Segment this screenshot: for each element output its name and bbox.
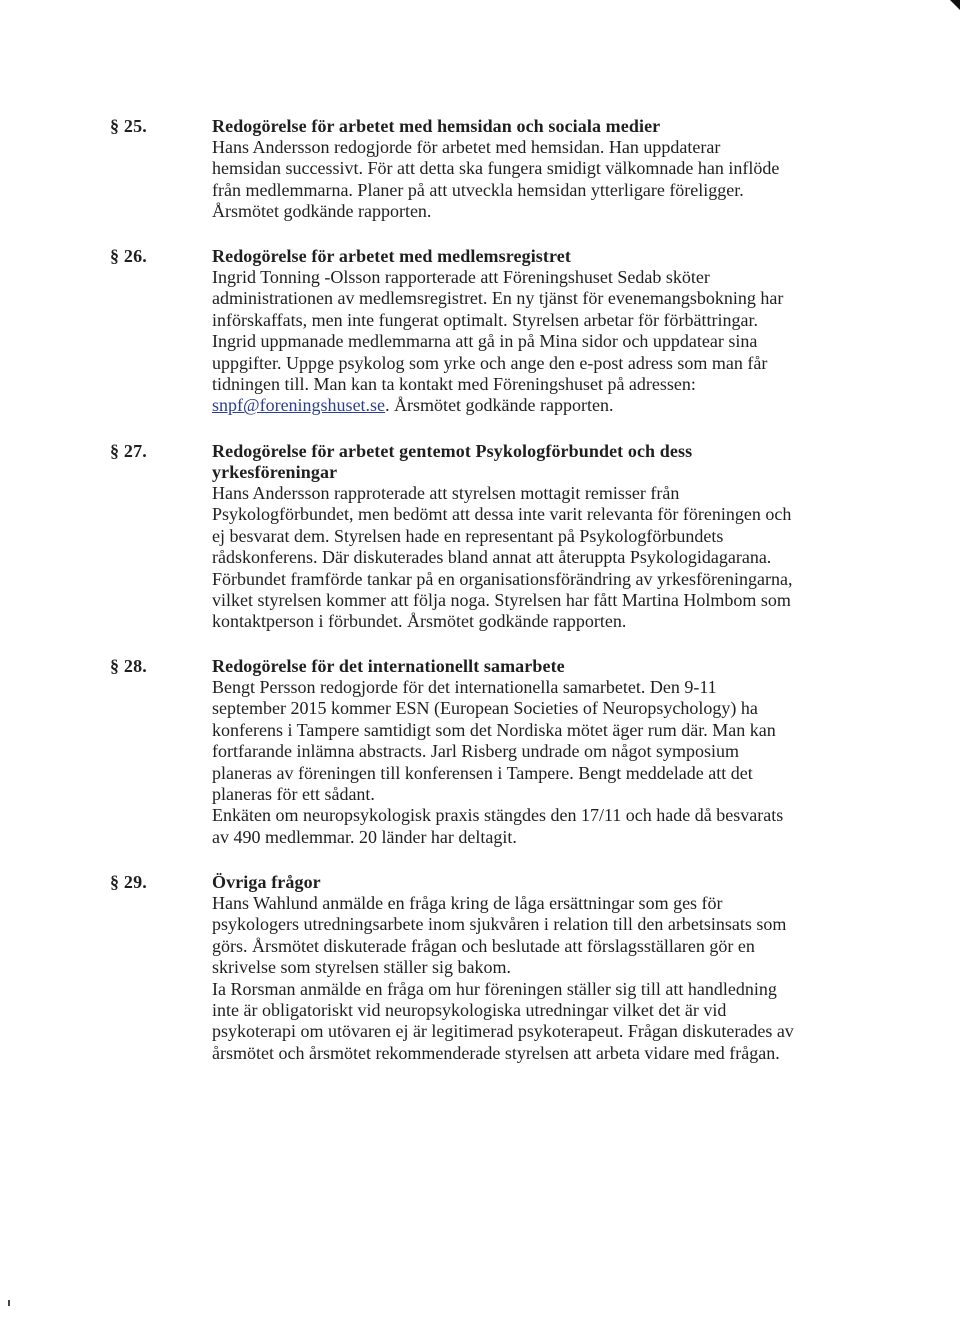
section-number: § 27. xyxy=(110,441,147,461)
body-line: hemsidan successivt. För att detta ska fungera smidigt välkomnade han inflöde xyxy=(212,158,780,179)
section-heading: Redogörelse för arbetet med hemsidan och sociala medier xyxy=(212,116,661,136)
body-line: vilket styrelsen kommer att följa noga. Styrelsen har fått Martina Holmbom som xyxy=(212,590,791,611)
section-heading: Redogörelse för arbetet gentemot Psykologförbundet och dess xyxy=(212,441,693,461)
body-line: ej besvarat dem. Styrelsen hade en representant på Psykologförbundets xyxy=(212,525,724,546)
body-line: görs. Årsmötet diskuterade frågan och beslutade att förslagsställaren gör en xyxy=(212,935,755,956)
body-line: Ingrid Tonning -Olsson rapporterade att Föreningshuset Sedab sköter xyxy=(212,267,710,287)
body-line: införskaffats, men inte fungerat optimalt. Styrelsen arbetar för förbättringar. xyxy=(212,309,758,330)
body-line: uppgifter. Uppge psykolog som yrke och ange den e-post adress som man får xyxy=(212,352,768,373)
section-heading: Redogörelse för det internationellt samarbete xyxy=(212,656,565,676)
section-heading: yrkesföreningar xyxy=(212,462,338,482)
body-line: av 490 medlemmar. 20 länder har deltagit. xyxy=(212,826,517,847)
body-line: inte är obligatoriskt vid neuropsykologiska utredningar vilket det är vid xyxy=(212,1000,727,1021)
body-line: psykoterapi om utövaren ej är legitimerad psykoterapeut. Frågan diskuterades av xyxy=(212,1021,794,1042)
section-content xyxy=(212,246,832,417)
body-line: Förbundet framförde tankar på en organisationsförändring av yrkesföreningarna, xyxy=(212,568,793,589)
body-line-tail: . Årsmötet godkände rapporten. xyxy=(385,395,614,416)
body-line: fortfarande inlämna abstracts. Jarl Risberg undrade om något symposium xyxy=(212,741,740,762)
body-line: Hans Andersson redogjorde för arbetet med hemsidan. Han uppdaterar xyxy=(212,137,721,157)
body-line: psykologers utredningsarbete inom sjukvåren i relation till den arbetsinsats som xyxy=(212,914,787,935)
body-line: tidningen till. Man kan ta kontakt med Föreningshuset på adressen: xyxy=(212,374,696,395)
scan-edge-mark xyxy=(8,1300,10,1306)
body-line: planeras av föreningen till konferensen i Tampere. Bengt meddelade att det xyxy=(212,762,753,783)
body-line xyxy=(212,395,832,416)
body-line: konferens i Tampere samtidigt som det Nordiska mötet äger rum där. Man kan xyxy=(212,719,776,740)
section-heading: Övriga frågor xyxy=(212,872,321,892)
body-line: administrationen av medlemsregistret. En ny tjänst för evenemangsbokning har xyxy=(212,288,784,309)
body-line: planeras för ett sådant. xyxy=(212,784,375,805)
body-line: årsmötet och årsmötet rekommenderade styrelsen att arbeta vidare med frågan. xyxy=(212,1042,780,1063)
body-line: Årsmötet godkände rapporten. xyxy=(212,201,432,222)
section-number: § 26. xyxy=(110,246,147,266)
section-content xyxy=(212,872,832,1064)
body-line: från medlemmarna. Planer på att utveckla hemsidan ytterligare föreligger. xyxy=(212,179,744,200)
body-line: september 2015 kommer ESN (European Societies of Neuropsychology) ha xyxy=(212,698,758,719)
body-line: skrivelse som styrelsen ställer sig bakom. xyxy=(212,957,511,978)
body-line: Hans Andersson rapproterade att styrelsen mottagit remisser från xyxy=(212,483,680,503)
body-line: Bengt Persson redogjorde för det internationella samarbetet. Den 9-11 xyxy=(212,677,717,697)
section-content xyxy=(212,656,832,848)
body-line: kontaktperson i förbundet. Årsmötet godkände rapporten. xyxy=(212,611,627,632)
body-line: Ingrid uppmanade medlemmarna att gå in på Mina sidor och uppdatear sina xyxy=(212,331,758,352)
section-content xyxy=(212,116,832,223)
body-line: Psykologförbundet, men bedömt att dessa inte varit relevanta för föreningen och xyxy=(212,504,792,525)
section-content xyxy=(212,441,832,633)
section-number: § 28. xyxy=(110,656,147,676)
scan-corner-mark xyxy=(950,0,960,10)
body-line: rådskonferens. Där diskuterades bland annat att återuppta Psykologidagarana. xyxy=(212,547,772,568)
body-line: Ia Rorsman anmälde en fråga om hur föreningen ställer sig till att handledning xyxy=(212,978,777,999)
email-link[interactable]: snpf@foreningshuset.se xyxy=(212,395,386,416)
section-number: § 29. xyxy=(110,872,147,892)
body-line: Hans Wahlund anmälde en fråga kring de låga ersättningar som ges för xyxy=(212,893,723,913)
section-heading: Redogörelse för arbetet med medlemsregistret xyxy=(212,246,571,266)
section-number: § 25. xyxy=(110,116,147,136)
body-line: Enkäten om neuropsykologisk praxis stängdes den 17/11 och hade då besvarats xyxy=(212,805,784,826)
